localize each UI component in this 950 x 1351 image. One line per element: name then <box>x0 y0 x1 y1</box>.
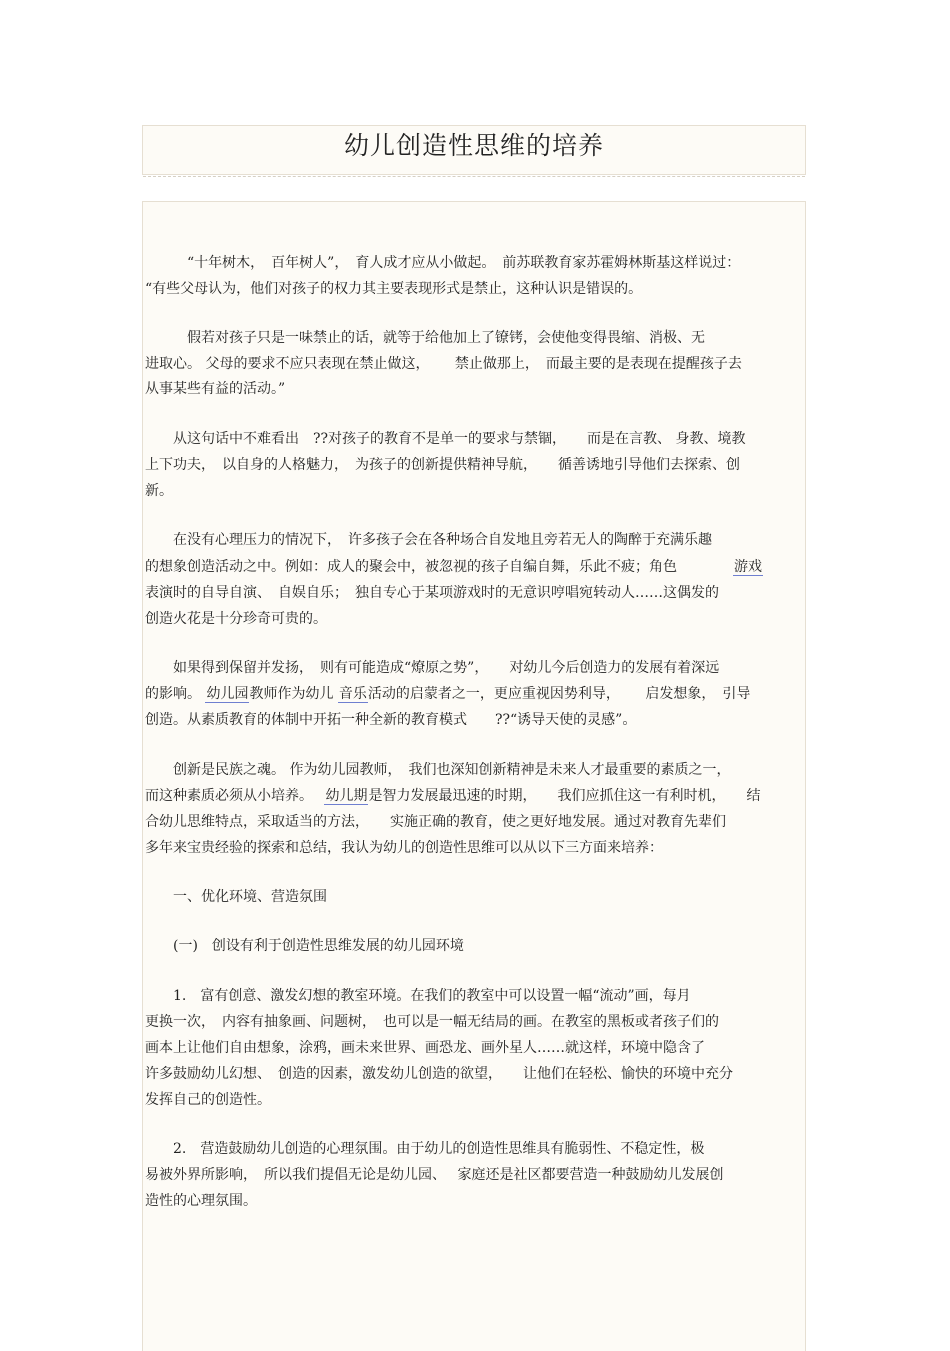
text-segment: 的影响。 <box>145 686 206 702</box>
text-line <box>145 760 730 780</box>
text-line <box>145 786 760 806</box>
text-segment: 是智力发展最迅速的时期， 我们应抓住这一有利时机， 结 <box>368 788 761 804</box>
keyword-link[interactable]: 音乐 <box>338 686 367 702</box>
text-segment: 教师作为幼儿 <box>249 686 338 702</box>
text-line <box>145 455 740 475</box>
keyword-link[interactable]: 幼儿园 <box>206 686 249 702</box>
text-segment: 的想象创造活动之中。例如：成人的聚会中，被忽视的孩子自编自舞，乐此不疲；角色 <box>145 559 733 575</box>
text-segment: 创造火花是十分珍奇可贵的。 <box>145 611 327 627</box>
page-title: 幼儿创造性思维的培养 <box>343 131 604 160</box>
text-line <box>145 1139 704 1159</box>
text-line <box>145 1012 719 1032</box>
text-segment: 画本上让他们自由想象，涂鸦，画未来世界、画恐龙、画外星人……就这样，环境中隐含了 <box>145 1040 705 1056</box>
text-segment: 在没有心理压力的情况下， 许多孩子会在各种场合自发地且旁若无人的陶醉于充满乐趣 <box>145 532 712 548</box>
text-line <box>145 1165 723 1185</box>
text-segment: 从这句话中不难看出 ??对孩子的教育不是单一的要求与禁锢， 而是在言教、 身教、境教 <box>145 431 746 447</box>
text-line <box>145 838 663 858</box>
text-segment: 2. 营造鼓励幼儿创造的心理氛围。由于幼儿的创造性思维具有脆弱性、不稳定性，极 <box>145 1141 705 1157</box>
text-line <box>145 379 285 399</box>
text-segment: 上下功夫， 以自身的人格魅力， 为孩子的创新提供精神导航， 循善诱地引导他们去探索、创 <box>145 457 740 473</box>
text-segment: 易被外界所影响， 所以我们提倡无论是幼儿园、 家庭还是社区都要营造一种鼓励幼儿发展创 <box>145 1167 724 1183</box>
text-segment: 多年来宝贵经验的探索和总结，我认为幼儿的创造性思维可以从以下三方面来培养： <box>145 840 663 856</box>
text-segment: 一、优化环境、营造氛围 <box>145 889 327 905</box>
keyword-link[interactable]: 游戏 <box>734 559 762 575</box>
text-line <box>145 812 726 832</box>
keyword-link[interactable]: 幼儿期 <box>325 788 368 804</box>
text-line <box>145 557 763 577</box>
text-line <box>145 887 327 907</box>
text-line <box>145 1038 705 1058</box>
text-segment: 造性的心理氛围。 <box>145 1193 257 1209</box>
text-segment: 合幼儿思维特点，采取适当的方法， 实施正确的教育，使之更好地发展。通过对教育先辈们 <box>145 814 726 830</box>
text-line <box>145 354 742 374</box>
text-line <box>145 936 464 956</box>
text-segment: 活动的启蒙者之一，更应重视因势利导， 启发想象， 引导 <box>367 686 751 702</box>
text-line <box>145 986 691 1006</box>
title-banner <box>142 125 806 175</box>
text-line <box>145 279 642 299</box>
text-line <box>145 1090 271 1110</box>
text-line <box>145 684 750 704</box>
text-segment: (一) 创设有利于创造性思维发展的幼儿园环境 <box>145 938 464 954</box>
text-segment: 许多鼓励幼儿幻想、 创造的因素，激发幼儿创造的欲望， 让他们在轻松、愉快的环境中充分 <box>145 1066 733 1082</box>
text-line <box>145 710 636 730</box>
text-segment: 新。 <box>145 483 173 499</box>
text-segment: 发挥自己的创造性。 <box>145 1092 271 1108</box>
text-line <box>145 481 173 501</box>
text-line <box>145 1064 733 1084</box>
text-segment: 从事某些有益的活动。” <box>145 381 286 397</box>
text-line <box>145 1191 257 1211</box>
text-segment: 更换一次， 内容有抽象画、问题树， 也可以是一幅无结局的画。在教室的黑板或者孩子们的 <box>145 1014 719 1030</box>
text-segment: 表演时的自导自演、 自娱自乐； 独自专心于某项游戏时的无意识哼唱宛转动人……这偶发的 <box>145 585 719 601</box>
text-segment: “有些父母认为，他们对孩子的权力其主要表现形式是禁止，这种认识是错误的。 <box>145 281 643 297</box>
text-segment: 如果得到保留并发扬， 则有可能造成“燎原之势”， 对幼儿今后创造力的发展有着深远 <box>145 660 720 676</box>
text-line <box>145 328 705 348</box>
text-segment: 1. 富有创意、激发幻想的教室环境。在我们的教室中可以设置一幅“流动”画，每月 <box>145 988 691 1004</box>
article-body <box>142 201 806 1351</box>
text-segment: 进取心。 父母的要求不应只表现在禁止做这， 禁止做那上， 而最主要的是表现在提醒孩子去 <box>145 356 742 372</box>
text-line <box>145 658 719 678</box>
text-segment: 而这种素质必须从小培养。 <box>145 788 325 804</box>
text-line <box>145 609 327 629</box>
text-line <box>145 429 745 449</box>
text-segment: “十年树木， 百年树人”， 育人成才应从小做起。 前苏联教育家苏霍姆林斯基这样说过： <box>145 255 741 271</box>
text-segment: 创新是民族之魂。 作为幼儿园教师， 我们也深知创新精神是未来人才最重要的素质之一， <box>145 762 731 778</box>
text-line <box>145 253 740 273</box>
text-line <box>145 530 712 550</box>
text-line <box>145 583 719 603</box>
text-segment: 假若对孩子只是一味禁止的话，就等于给他加上了镣铐，会使他变得畏缩、消极、无 <box>145 330 705 346</box>
text-segment: 创造。从素质教育的体制中开拓一种全新的教育模式 ??“诱导天使的灵感”。 <box>145 712 637 728</box>
